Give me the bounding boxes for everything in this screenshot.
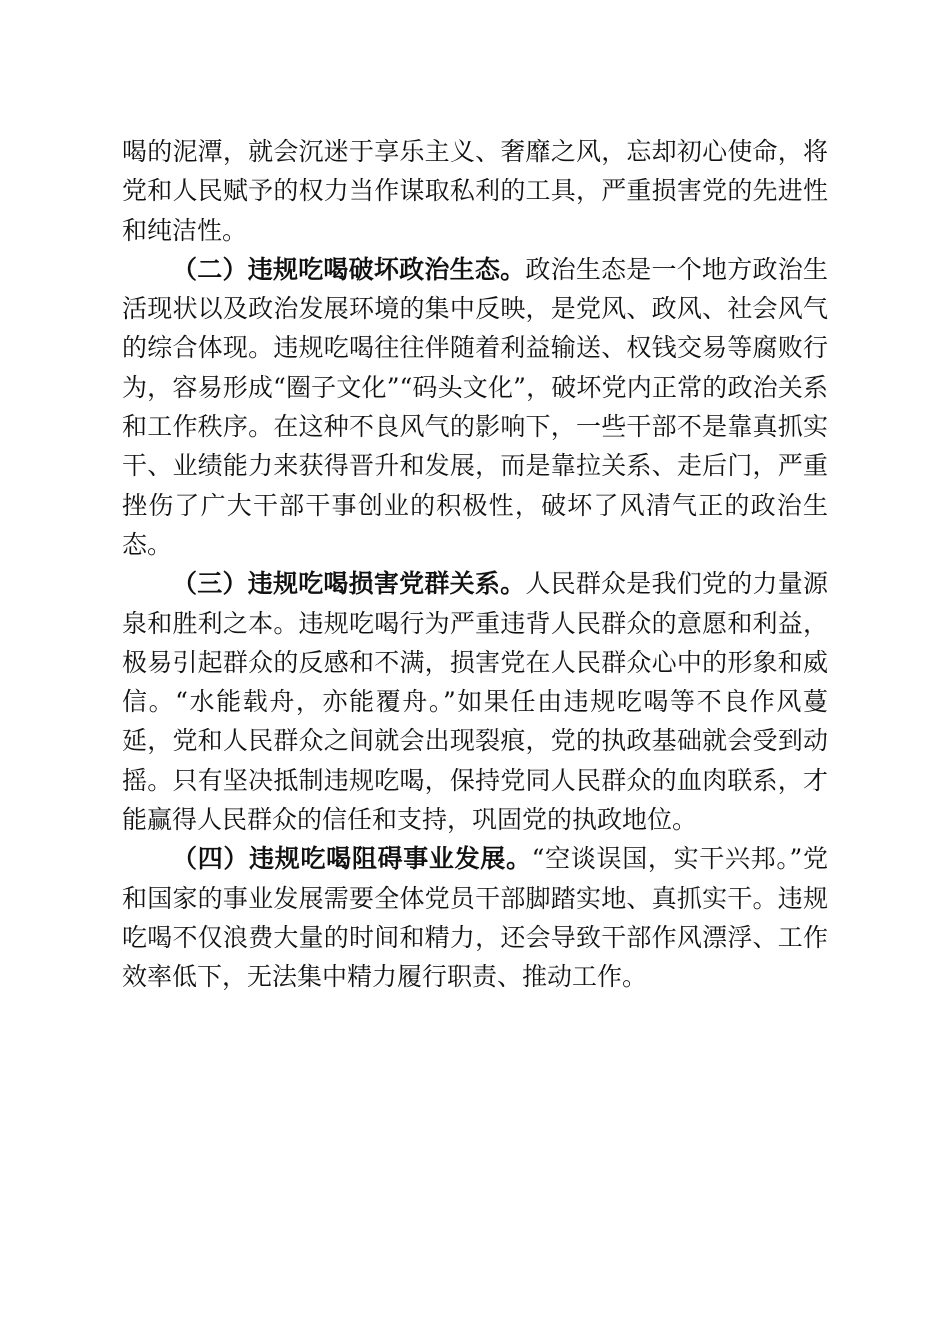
section-heading: （三）违规吃喝损害党群关系。 bbox=[172, 569, 526, 599]
paragraph-text: 喝的泥潭，就会沉迷于享乐主义、奢靡之风，忘却初心使命，将党和人民赋予的权力当作谋取私利的工具，严重损害党的先进性和纯洁性。 bbox=[122, 137, 828, 245]
paragraph-text: “空谈误国，实干兴邦。”党和国家的事业发展需要全体党员干部脚踏实地、真抓实干。违规吃喝不仅浪费大量的时间和精力，还会导致干部作风漂浮、工作效率低下，无法集中精力履行职责、推动工作。 bbox=[122, 844, 828, 992]
section-heading: （二）违规吃喝破坏政治生态。 bbox=[172, 254, 526, 284]
paragraph-text: 人民群众是我们党的力量源泉和胜利之本。违规吃喝行为严重违背人民群众的意愿和利益，极易引起群众的反感和不满，损害党在人民群众心中的形象和威信。“水能载舟，亦能覆舟。”如果任由违规吃喝等不良作风蔓延，党和人民群众之间就会出现裂痕，党的执政基础就会受到动摇。只有坚决抵制违规吃喝，保持党同人民群众的血肉联系，才能赢得人民群众的信任和支持，巩固党的执政地位。 bbox=[122, 569, 828, 835]
paragraph-section-3 bbox=[122, 564, 828, 839]
paragraph-text: 政治生态是一个地方政治生活现状以及政治发展环境的集中反映，是党风、政风、社会风气的综合体现。违规吃喝往往伴随着利益输送、权钱交易等腐败行为，容易形成“圈子文化”“码头文化”，破坏党内正常的政治关系和工作秩序。在这种不良风气的影响下，一些干部不是靠真抓实干、业绩能力来获得晋升和发展，而是靠拉关系、走后门，严重挫伤了广大干部干事创业的积极性，破坏了风清气正的政治生态。 bbox=[122, 254, 828, 559]
paragraph-continuation bbox=[122, 132, 828, 250]
paragraph-section-4 bbox=[122, 839, 828, 996]
section-heading: （四）违规吃喝阻碍事业发展。 bbox=[172, 844, 532, 874]
paragraph-section-2 bbox=[122, 250, 828, 564]
document-page bbox=[122, 132, 828, 997]
